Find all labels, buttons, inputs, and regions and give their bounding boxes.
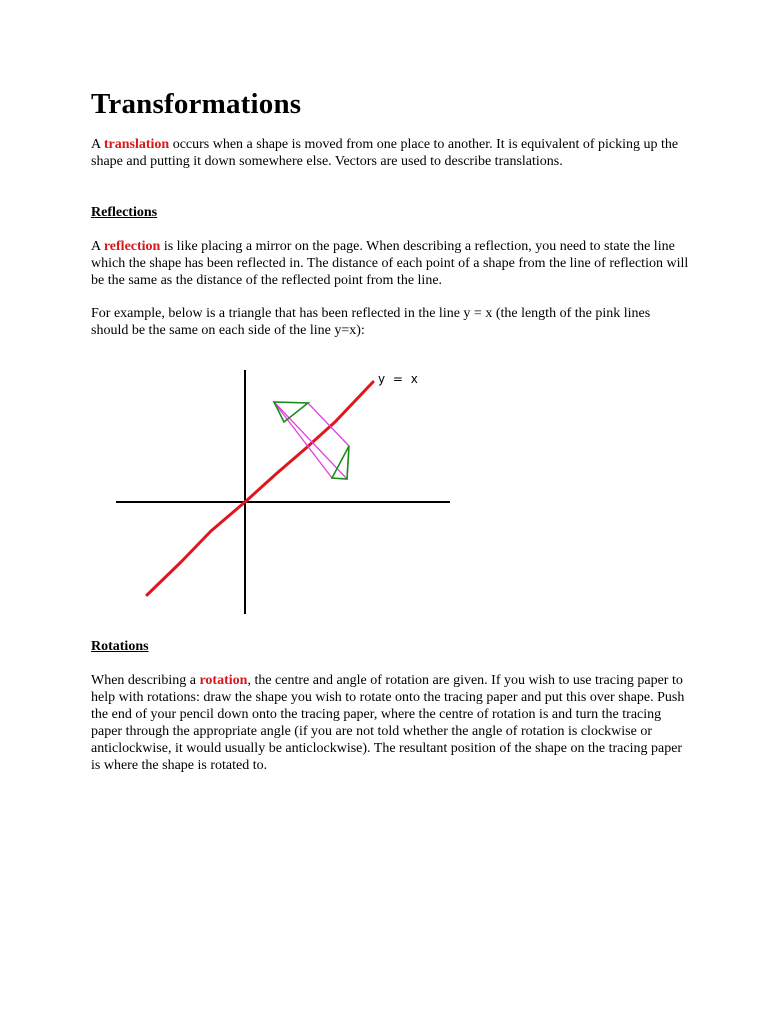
example-paragraph: For example, below is a triangle that has been reflected in the line y = x (the length of the pink lines should be the same on each side of the line y=x): (91, 306, 651, 338)
line-label: y = x (378, 372, 420, 386)
reflection-text: is like placing a mirror on the page. When describing a reflection, you need to state the line which the shape has been reflected in. The distance of each point of a shape from the line of reflection will be the same as the distance of the reflected point from the line. (91, 239, 689, 288)
reflection-prefix: A (91, 239, 104, 254)
rotation-paragraph (91, 672, 691, 774)
rotation-prefix: When describing a (91, 673, 200, 688)
mirror-line (147, 382, 373, 595)
translation-paragraph (91, 136, 681, 170)
reflection-paragraph (91, 238, 691, 289)
rotations-heading: Rotations (91, 639, 149, 654)
reflection-diagram (111, 366, 456, 616)
document-page (91, 84, 691, 773)
rotation-keyword: rotation (199, 673, 248, 688)
translation-keyword: translation (103, 137, 170, 152)
page-title: Transformations (91, 88, 302, 120)
reflection-keyword: reflection (103, 239, 161, 254)
rotation-text: , the centre and angle of rotation are given. If you wish to use tracing paper to help with rotations: draw the shape you wish to rotate onto the tracing paper and put this over shape. Push the end of your pencil down onto the tracing paper, where the centre of rotation is and turn the tracing paper through the appropriate angle (if you are not told whether the angle of rotation is clockwise or anticlockwise, it would usually be anticlockwise). The resultant position of the shape on the tracing paper is where the shape is rotated to. (91, 673, 685, 773)
translation-prefix: A (91, 137, 104, 152)
translation-text: occurs when a shape is moved from one place to another. It is equivalent of picking up the shape and putting it down somewhere else. Vectors are used to describe translations. (91, 137, 679, 169)
reflected-triangle (332, 446, 349, 479)
reflections-heading: Reflections (91, 205, 158, 220)
